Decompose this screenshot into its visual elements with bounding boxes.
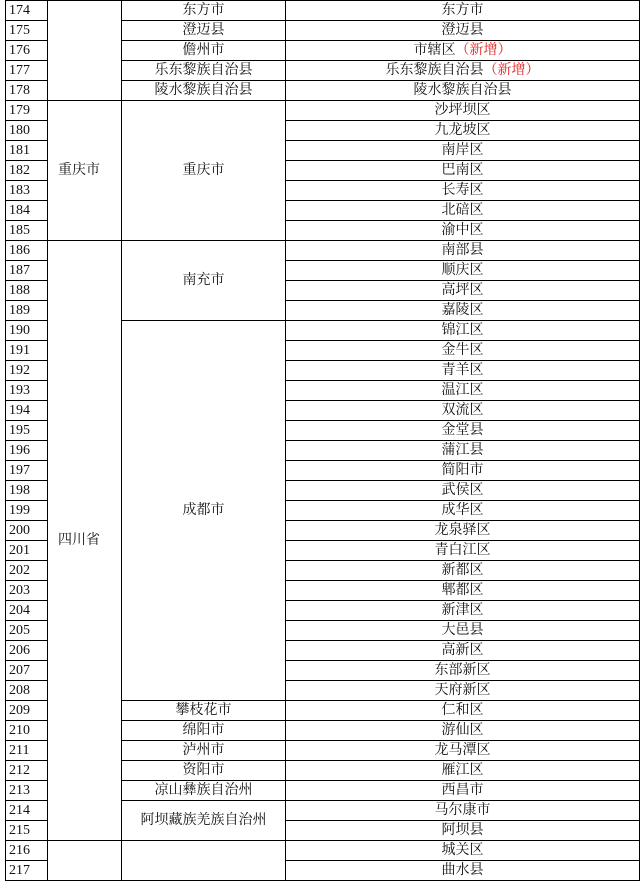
district-name: 成华区 xyxy=(441,502,484,518)
district-name: 龙泉驿区 xyxy=(434,522,491,538)
district-cell xyxy=(286,101,640,121)
district-name: 澄迈县 xyxy=(441,22,484,38)
district-cell xyxy=(286,181,640,201)
row-number-cell: 201 xyxy=(6,541,48,561)
city-cell: 绵阳市 xyxy=(122,721,286,741)
district-name: 青羊区 xyxy=(441,362,484,378)
row-number-cell: 190 xyxy=(6,321,48,341)
district-name: 巴南区 xyxy=(441,162,484,178)
district-cell xyxy=(286,61,640,81)
district-name: 嘉陵区 xyxy=(441,302,484,318)
row-number-cell: 196 xyxy=(6,441,48,461)
district-cell xyxy=(286,561,640,581)
district-name: 马尔康市 xyxy=(434,802,491,818)
table-row xyxy=(6,1,640,21)
district-cell xyxy=(286,641,640,661)
row-number-cell: 207 xyxy=(6,661,48,681)
district-cell xyxy=(286,1,640,21)
row-number-cell: 192 xyxy=(6,361,48,381)
city-cell xyxy=(122,841,286,881)
district-name: 龙马潭区 xyxy=(434,742,491,758)
district-name: 渝中区 xyxy=(441,222,484,238)
row-number-cell: 217 xyxy=(6,861,48,881)
district-name: 简阳市 xyxy=(441,462,484,478)
row-number-cell: 212 xyxy=(6,761,48,781)
city-cell: 凉山彝族自治州 xyxy=(122,781,286,801)
district-name: 东方市 xyxy=(441,2,484,18)
city-cell: 儋州市 xyxy=(122,41,286,61)
district-cell xyxy=(286,261,640,281)
row-number-cell: 197 xyxy=(6,461,48,481)
district-cell xyxy=(286,481,640,501)
district-cell xyxy=(286,121,640,141)
district-cell xyxy=(286,621,640,641)
row-number-cell: 182 xyxy=(6,161,48,181)
district-cell xyxy=(286,541,640,561)
row-number-cell: 205 xyxy=(6,621,48,641)
district-cell xyxy=(286,761,640,781)
district-cell xyxy=(286,521,640,541)
row-number-cell: 199 xyxy=(6,501,48,521)
row-number-cell: 189 xyxy=(6,301,48,321)
district-cell xyxy=(286,381,640,401)
row-number-cell: 187 xyxy=(6,261,48,281)
district-cell xyxy=(286,321,640,341)
district-cell xyxy=(286,281,640,301)
row-number-cell: 202 xyxy=(6,561,48,581)
district-cell xyxy=(286,461,640,481)
city-cell: 南充市 xyxy=(122,241,286,321)
district-table-page xyxy=(5,0,639,888)
district-cell xyxy=(286,801,640,821)
row-number-cell: 203 xyxy=(6,581,48,601)
row-number-cell: 178 xyxy=(6,81,48,101)
district-cell xyxy=(286,21,640,41)
city-cell: 澄迈县 xyxy=(122,21,286,41)
district-name: 雁江区 xyxy=(441,762,484,778)
row-number-cell: 194 xyxy=(6,401,48,421)
district-cell xyxy=(286,421,640,441)
district-name: 长寿区 xyxy=(441,182,484,198)
city-cell: 攀枝花市 xyxy=(122,701,286,721)
province-cell: 四川省 xyxy=(48,241,122,841)
table-row xyxy=(6,241,640,261)
row-number-cell: 210 xyxy=(6,721,48,741)
city-cell: 成都市 xyxy=(122,321,286,701)
row-number-cell: 176 xyxy=(6,41,48,61)
district-name: 陵水黎族自治县 xyxy=(413,82,512,98)
city-cell: 阿坝藏族羌族自治州 xyxy=(122,801,286,841)
district-name: 武侯区 xyxy=(441,482,484,498)
district-cell xyxy=(286,341,640,361)
district-table xyxy=(5,0,640,881)
row-number-cell: 183 xyxy=(6,181,48,201)
district-name: 仁和区 xyxy=(441,702,484,718)
district-name: 曲水县 xyxy=(441,862,484,878)
district-cell xyxy=(286,41,640,61)
row-number-cell: 215 xyxy=(6,821,48,841)
district-name: 西昌市 xyxy=(441,782,484,798)
district-name: 双流区 xyxy=(441,402,484,418)
district-name: 顺庆区 xyxy=(441,262,484,278)
district-cell xyxy=(286,361,640,381)
district-name: 蒲江县 xyxy=(441,442,484,458)
province-cell xyxy=(48,841,122,881)
district-cell xyxy=(286,781,640,801)
row-number-cell: 185 xyxy=(6,221,48,241)
district-cell xyxy=(286,161,640,181)
district-name: 青白江区 xyxy=(434,542,491,558)
district-cell xyxy=(286,201,640,221)
row-number-cell: 193 xyxy=(6,381,48,401)
city-cell: 陵水黎族自治县 xyxy=(122,81,286,101)
district-cell xyxy=(286,701,640,721)
city-cell: 泸州市 xyxy=(122,741,286,761)
district-name: 乐东黎族自治县 xyxy=(385,62,484,78)
district-name: 温江区 xyxy=(441,382,484,398)
row-number-cell: 191 xyxy=(6,341,48,361)
district-cell xyxy=(286,241,640,261)
row-number-cell: 208 xyxy=(6,681,48,701)
district-cell xyxy=(286,661,640,681)
new-addition-badge: （新增） xyxy=(455,42,512,58)
district-name: 郫都区 xyxy=(441,582,484,598)
district-name: 新津区 xyxy=(441,602,484,618)
row-number-cell: 174 xyxy=(6,1,48,21)
province-cell: 重庆市 xyxy=(48,101,122,241)
city-cell: 乐东黎族自治县 xyxy=(122,61,286,81)
row-number-cell: 214 xyxy=(6,801,48,821)
row-number-cell: 195 xyxy=(6,421,48,441)
district-name: 市辖区 xyxy=(413,42,456,58)
district-cell xyxy=(286,601,640,621)
district-name: 新都区 xyxy=(441,562,484,578)
row-number-cell: 211 xyxy=(6,741,48,761)
district-cell xyxy=(286,681,640,701)
district-name: 高坪区 xyxy=(441,282,484,298)
row-number-cell: 177 xyxy=(6,61,48,81)
district-cell xyxy=(286,81,640,101)
district-cell xyxy=(286,581,640,601)
district-name: 金堂县 xyxy=(441,422,484,438)
row-number-cell: 209 xyxy=(6,701,48,721)
district-cell xyxy=(286,741,640,761)
district-cell xyxy=(286,301,640,321)
district-cell xyxy=(286,721,640,741)
district-name: 锦江区 xyxy=(441,322,484,338)
row-number-cell: 175 xyxy=(6,21,48,41)
district-name: 南岸区 xyxy=(441,142,484,158)
district-name: 游仙区 xyxy=(441,722,484,738)
row-number-cell: 200 xyxy=(6,521,48,541)
row-number-cell: 198 xyxy=(6,481,48,501)
district-name: 沙坪坝区 xyxy=(434,102,491,118)
row-number-cell: 213 xyxy=(6,781,48,801)
row-number-cell: 181 xyxy=(6,141,48,161)
district-name: 高新区 xyxy=(441,642,484,658)
district-name: 城关区 xyxy=(441,842,484,858)
row-number-cell: 186 xyxy=(6,241,48,261)
district-name: 天府新区 xyxy=(434,682,491,698)
district-name: 南部县 xyxy=(441,242,484,258)
row-number-cell: 184 xyxy=(6,201,48,221)
district-cell xyxy=(286,221,640,241)
row-number-cell: 216 xyxy=(6,841,48,861)
district-cell xyxy=(286,401,640,421)
row-number-cell: 188 xyxy=(6,281,48,301)
table-row xyxy=(6,841,640,861)
row-number-cell: 180 xyxy=(6,121,48,141)
row-number-cell: 204 xyxy=(6,601,48,621)
district-name: 九龙坡区 xyxy=(434,122,491,138)
district-cell xyxy=(286,141,640,161)
district-cell xyxy=(286,841,640,861)
new-addition-badge: （新增） xyxy=(483,62,540,78)
district-name: 东部新区 xyxy=(434,662,491,678)
district-cell xyxy=(286,441,640,461)
district-name: 大邑县 xyxy=(441,622,484,638)
city-cell: 重庆市 xyxy=(122,101,286,241)
district-cell xyxy=(286,501,640,521)
table-row xyxy=(6,101,640,121)
district-name: 金牛区 xyxy=(441,342,484,358)
district-table-body xyxy=(6,1,640,881)
city-cell: 资阳市 xyxy=(122,761,286,781)
row-number-cell: 206 xyxy=(6,641,48,661)
district-name: 阿坝县 xyxy=(441,822,484,838)
district-cell xyxy=(286,861,640,881)
province-cell xyxy=(48,1,122,101)
city-cell: 东方市 xyxy=(122,1,286,21)
district-cell xyxy=(286,821,640,841)
row-number-cell: 179 xyxy=(6,101,48,121)
district-name: 北碚区 xyxy=(441,202,484,218)
